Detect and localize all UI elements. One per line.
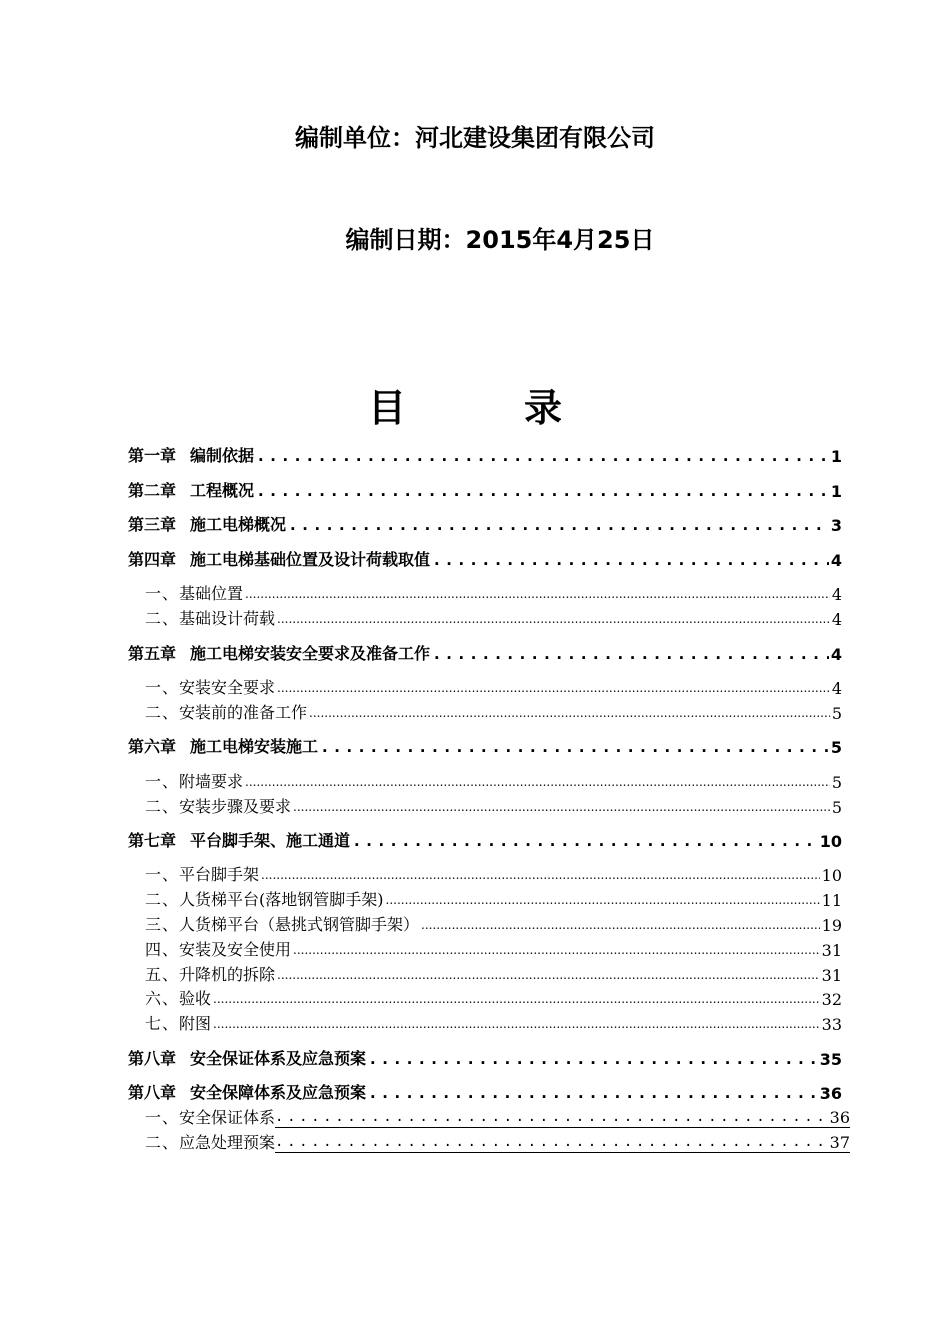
toc-page-number: 1 [830,447,842,466]
toc-entry-separator: 、 [162,678,179,697]
toc-entry-label [145,606,275,629]
toc-entry-label [128,478,254,501]
toc-dot-leader [245,584,830,604]
toc-entry-label [145,700,307,723]
toc-entry-separator: 、 [162,989,179,1008]
toc-entry-title: 安装及安全使用 [179,940,292,959]
toc-page-number: 5 [831,704,842,723]
toc-section-entry [145,911,842,935]
toc-entry-number: 七 [145,1014,162,1033]
toc-section-entry [145,886,842,910]
toc-entry-number: 第二章 [128,481,177,500]
toc-entry-label [128,443,254,466]
toc-dot-leader [277,609,830,629]
toc-entry-number: 第五章 [128,644,177,663]
toc-section-entry [145,1129,850,1153]
toc-entry-label [145,937,291,960]
toc-page-number: 4 [830,551,842,570]
toc-entry-label [145,581,243,604]
toc-entry-label [128,547,430,570]
toc-entry-label [145,1011,211,1034]
toc-entry-title: 施工电梯安装安全要求及准备工作 [190,644,431,663]
toc-entry-number: 五 [145,965,162,984]
toc-page-number: 32 [821,990,842,1009]
toc-page-number: 31 [821,941,842,960]
toc-dot-leader [432,644,829,664]
toc-page-number: 36 [829,1108,850,1127]
toc-entry-title: 安装步骤及要求 [179,797,292,816]
toc-entry-number: 二 [145,1133,162,1152]
toc-entry-label [128,1080,366,1103]
toc-dot-leader [213,989,820,1009]
toc-entry-title: 人货梯平台（悬挑式钢管脚手架） [179,915,420,934]
toc-entry-separator: 、 [162,1133,179,1152]
toc-dot-leader [352,831,818,851]
toc-entry-title: 安装前的准备工作 [179,703,308,722]
toc-dot-leader [277,965,820,985]
toc-entry-number: 二 [145,703,162,722]
toc-page-number: 19 [821,916,842,935]
toc-entry-label [145,769,243,792]
toc-entry-number: 二 [145,797,162,816]
compiling-date: 编制日期：2015年4月25日 [345,226,655,254]
toc-entry-separator: 、 [162,915,179,934]
toc-entry-number: 第一章 [128,446,177,465]
toc-section-entry [145,961,842,985]
toc-section-entry [145,674,842,698]
toc-section-entry [145,985,842,1009]
toc-entry-label [128,1046,366,1069]
toc-section-entry [145,605,842,629]
toc-page-number: 4 [830,645,842,664]
toc-entry-title: 安全保障体系及应急预案 [190,1083,367,1102]
compiling-organization: 编制单位：河北建设集团有限公司 [295,124,655,152]
toc-entry-number: 一 [145,1108,162,1127]
toc-dot-leader [261,865,820,885]
toc-entry-number: 一 [145,584,162,603]
toc-dot-leader [288,515,829,535]
toc-dot-leader [320,737,829,757]
toc-section-entry [145,793,842,817]
toc-dot-leader [386,890,820,910]
toc-page-number: 4 [831,585,842,604]
toc-entry-label [128,734,318,757]
toc-chapter-entry [128,477,842,501]
toc-entry-label [128,512,286,535]
toc-entry-title: 平台脚手架 [179,865,260,884]
toc-entry-number: 第七章 [128,831,177,850]
toc-chapter-entry [128,1079,842,1103]
toc-entry-title: 施工电梯安装施工 [190,737,319,756]
toc-entry-separator: 、 [162,1014,179,1033]
toc-dot-leader [293,940,820,960]
toc-entry-number: 一 [145,865,162,884]
toc-section-entry [145,580,842,604]
toc-entry-number: 第四章 [128,550,177,569]
toc-entry-label [145,887,384,910]
toc-dot-leader [368,1083,818,1103]
toc-title: 目 录 [367,386,602,430]
toc-page-number: 5 [830,738,842,757]
toc-entry-number: 一 [145,772,162,791]
toc-dot-leader [256,446,829,466]
toc-chapter-entry [128,733,842,757]
toc-entry-separator: 、 [162,772,179,791]
toc-chapter-entry [128,511,842,535]
toc-entry-title: 应急处理预案 [179,1133,276,1152]
toc-entry-separator: 、 [162,1108,179,1127]
toc-entry-label [128,641,430,664]
toc-entry-number: 三 [145,915,162,934]
toc-entry-title: 施工电梯概况 [190,515,287,534]
toc-page-number: 10 [819,832,842,851]
toc-page-number: 10 [821,866,842,885]
toc-page-number: 11 [821,891,842,910]
toc-entry-label [145,675,275,698]
toc-entry-title: 附图 [179,1014,212,1033]
toc-entry-title: 验收 [179,989,212,1008]
toc-entry-number: 二 [145,609,162,628]
toc-section-entry [145,861,842,885]
toc-entry-number: 四 [145,940,162,959]
toc-entry-title: 编制依据 [190,446,255,465]
toc-dot-leader [256,481,829,501]
toc-entry-title: 平台脚手架、施工通道 [190,831,351,850]
toc-entry-title: 附墙要求 [179,772,244,791]
toc-entry-title: 安全保证体系 [179,1108,276,1127]
toc-entry-number: 二 [145,890,162,909]
toc-entry-title: 人货梯平台(落地钢管脚手架) [179,890,384,909]
toc-entry-label [145,912,419,935]
toc-entry-separator: 、 [162,890,179,909]
toc-page-number: 31 [821,966,842,985]
toc-page-number: 35 [819,1050,842,1069]
toc-chapter-entry [128,1045,842,1069]
toc-entry-number: 第三章 [128,515,177,534]
toc-entry-title: 工程概况 [190,481,255,500]
toc-entry-label [128,828,350,851]
toc-page-number: 4 [831,679,842,698]
toc-page-number: 4 [831,610,842,629]
toc-entry-label [145,794,291,817]
toc-dot-leader [277,678,830,698]
toc-entry-number: 一 [145,678,162,697]
toc-dot-leader [309,703,830,723]
toc-dot-leader [275,1107,830,1128]
toc-entry-title: 升降机的拆除 [179,965,276,984]
toc-section-entry [145,699,842,723]
toc-entry-label [145,1105,275,1128]
toc-chapter-entry [128,640,842,664]
toc-dot-leader [293,797,830,817]
toc-entry-title: 基础位置 [179,584,244,603]
toc-dot-leader [275,1132,830,1153]
toc-entry-separator: 、 [162,965,179,984]
toc-dot-leader [421,915,820,935]
toc-dot-leader [213,1014,820,1034]
toc-entry-separator: 、 [162,865,179,884]
toc-dot-leader [432,550,829,570]
toc-page-number: 5 [831,798,842,817]
toc-entry-number: 第八章 [128,1049,177,1068]
toc-page-number: 3 [830,516,842,535]
toc-section-entry [145,1010,842,1034]
toc-entry-title: 基础设计荷载 [179,609,276,628]
toc-chapter-entry [128,442,842,466]
toc-entry-title: 安装安全要求 [179,678,276,697]
toc-entry-separator: 、 [162,703,179,722]
toc-entry-label [145,986,211,1009]
toc-chapter-entry [128,827,842,851]
toc-page-number: 37 [829,1133,850,1152]
toc-chapter-entry [128,546,842,570]
toc-page-number: 33 [821,1015,842,1034]
toc-page-number: 36 [819,1084,842,1103]
toc-section-entry [145,1104,850,1128]
toc-entry-number: 六 [145,989,162,1008]
toc-dot-leader [245,772,830,792]
toc-entry-separator: 、 [162,609,179,628]
toc-entry-number: 第八章 [128,1083,177,1102]
toc-entry-title: 施工电梯基础位置及设计荷载取值 [190,550,431,569]
toc-entry-label [145,862,259,885]
toc-entry-title: 安全保证体系及应急预案 [190,1049,367,1068]
toc-page-number: 1 [830,482,842,501]
toc-page-number: 5 [831,773,842,792]
toc-entry-label [145,1130,275,1153]
toc-entry-label [145,962,275,985]
toc-entry-separator: 、 [162,584,179,603]
toc-entry-number: 第六章 [128,737,177,756]
toc-entry-separator: 、 [162,940,179,959]
toc-dot-leader [368,1049,818,1069]
toc-section-entry [145,768,842,792]
toc-entry-separator: 、 [162,797,179,816]
toc-section-entry [145,936,842,960]
